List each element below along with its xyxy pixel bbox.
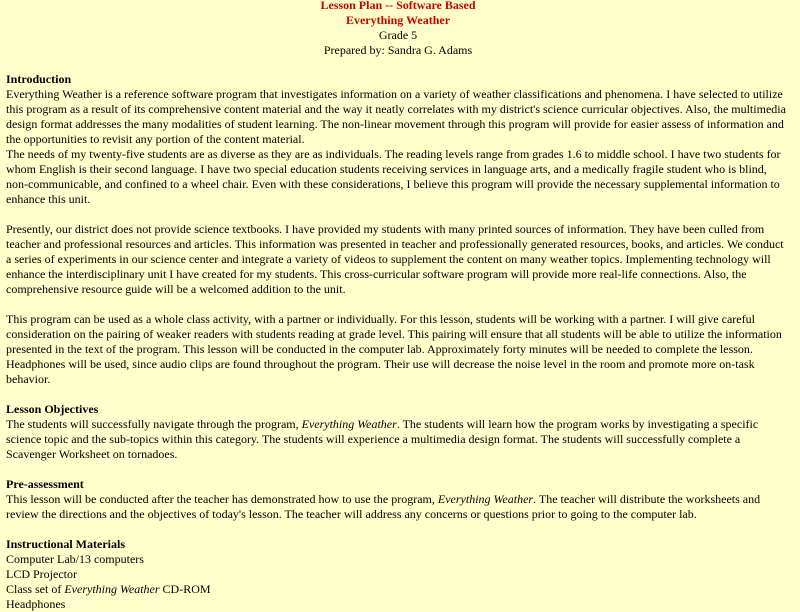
preassessment-section xyxy=(6,477,790,522)
objectives-heading: Lesson Objectives xyxy=(6,402,99,416)
document-header xyxy=(6,0,790,58)
preassessment-text-end: . The teacher will distribute the worksheets and review the directions and the objectives of today's lesson. The teacher will address any concerns or questions prior to going to the computer lab. xyxy=(6,492,761,521)
materials-item xyxy=(6,582,790,597)
introduction-paragraph-3: Presently, our district does not provide science textbooks. I have provided my students with many printed sources of information. They have been culled from teacher and professional resources and articles. This information was presented in teacher and professionally generated resources, books, and articles. We conduct a series of experiments in our science center and integrate a variety of videos to supplement the content on many weather topics. Implementing technology will enhance the interdisciplinary unit I have created for my students. This cross-curricular software program will provide more real-life connections. Also, the comprehensive resource guide will be a welcomed addition to the unit. xyxy=(6,222,784,296)
grade-level: Grade 5 xyxy=(378,28,418,42)
introduction-paragraph-1: Everything Weather is a reference software program that investigates information on a variety of weather classifications and phenomena. I have selected to utilize this program as a result of its comprehensive content material and the way it neatly correlates with my district's science curricular objectives. Also, the multimedia design format addresses the many modalities of student learning. The non-linear movement through this program will provide for easier assess of information and the opportunities to revisit any portion of the content material. xyxy=(6,87,786,146)
objectives-paragraph xyxy=(6,417,790,462)
program-title: Everything Weather xyxy=(437,492,534,506)
objectives-section xyxy=(6,402,790,462)
preassessment-paragraph xyxy=(6,492,790,522)
preassessment-heading: Pre-assessment xyxy=(6,477,84,491)
introduction-heading: Introduction xyxy=(6,72,72,86)
materials-item: Computer Lab/13 computers xyxy=(6,552,144,566)
materials-item: Headphones xyxy=(6,597,66,611)
materials-item: LCD Projector xyxy=(6,567,77,581)
introduction-paragraph-4: This program can be used as a whole class activity, with a partner or individually. For this lesson, students will be working with a partner. I will give careful consideration on the pairing of weaker readers with students reading at grade level. This pairing will ensure that all students will be able to utilize the information presented in the text of the program. This lesson will be conducted in the computer lab. Approximately forty minutes will be needed to complete the lesson. Headphones will be used, since audio clips are found throughout the program. Their use will decrease the noise level in the room and promote more on-task behavior. xyxy=(6,312,782,386)
document-subtitle: Everything Weather xyxy=(345,13,451,27)
materials-item-text: Class set of xyxy=(6,582,65,596)
introduction-paragraph-2: The needs of my twenty-five students are as diverse as they are as individuals. The reading levels range from grades 1.6 to middle school. I have two students for whom English is their second language. I have two special education students receiving services in language arts, and a medically fragile student who is blind, non-communicable, and confined to a wheel chair. Even with these considerations, I believe this program will provide the necessary supplemental information to enhance this unit. xyxy=(6,147,781,206)
objectives-text-end: . The students will learn how the program works by investigating a specific science topic and the sub-topics within this category. The students will experience a multimedia design format. The students will successfully complete a Scavenger Worksheet on tornadoes. xyxy=(6,417,759,461)
document-title: Lesson Plan -- Software Based xyxy=(320,0,476,12)
materials-item-text: CD-ROM xyxy=(159,582,211,596)
materials-section xyxy=(6,537,790,612)
program-title: Everything Weather xyxy=(301,417,397,431)
preassessment-text-start: This lesson will be conducted after the teacher has demonstrated how to use the program, xyxy=(6,492,438,506)
materials-heading: Instructional Materials xyxy=(6,537,125,551)
introduction-section xyxy=(6,72,790,387)
program-title: Everything Weather xyxy=(64,582,160,596)
objectives-text-start: The students will successfully navigate through the program, xyxy=(6,417,302,431)
author-line: Prepared by: Sandra G. Adams xyxy=(323,43,473,57)
